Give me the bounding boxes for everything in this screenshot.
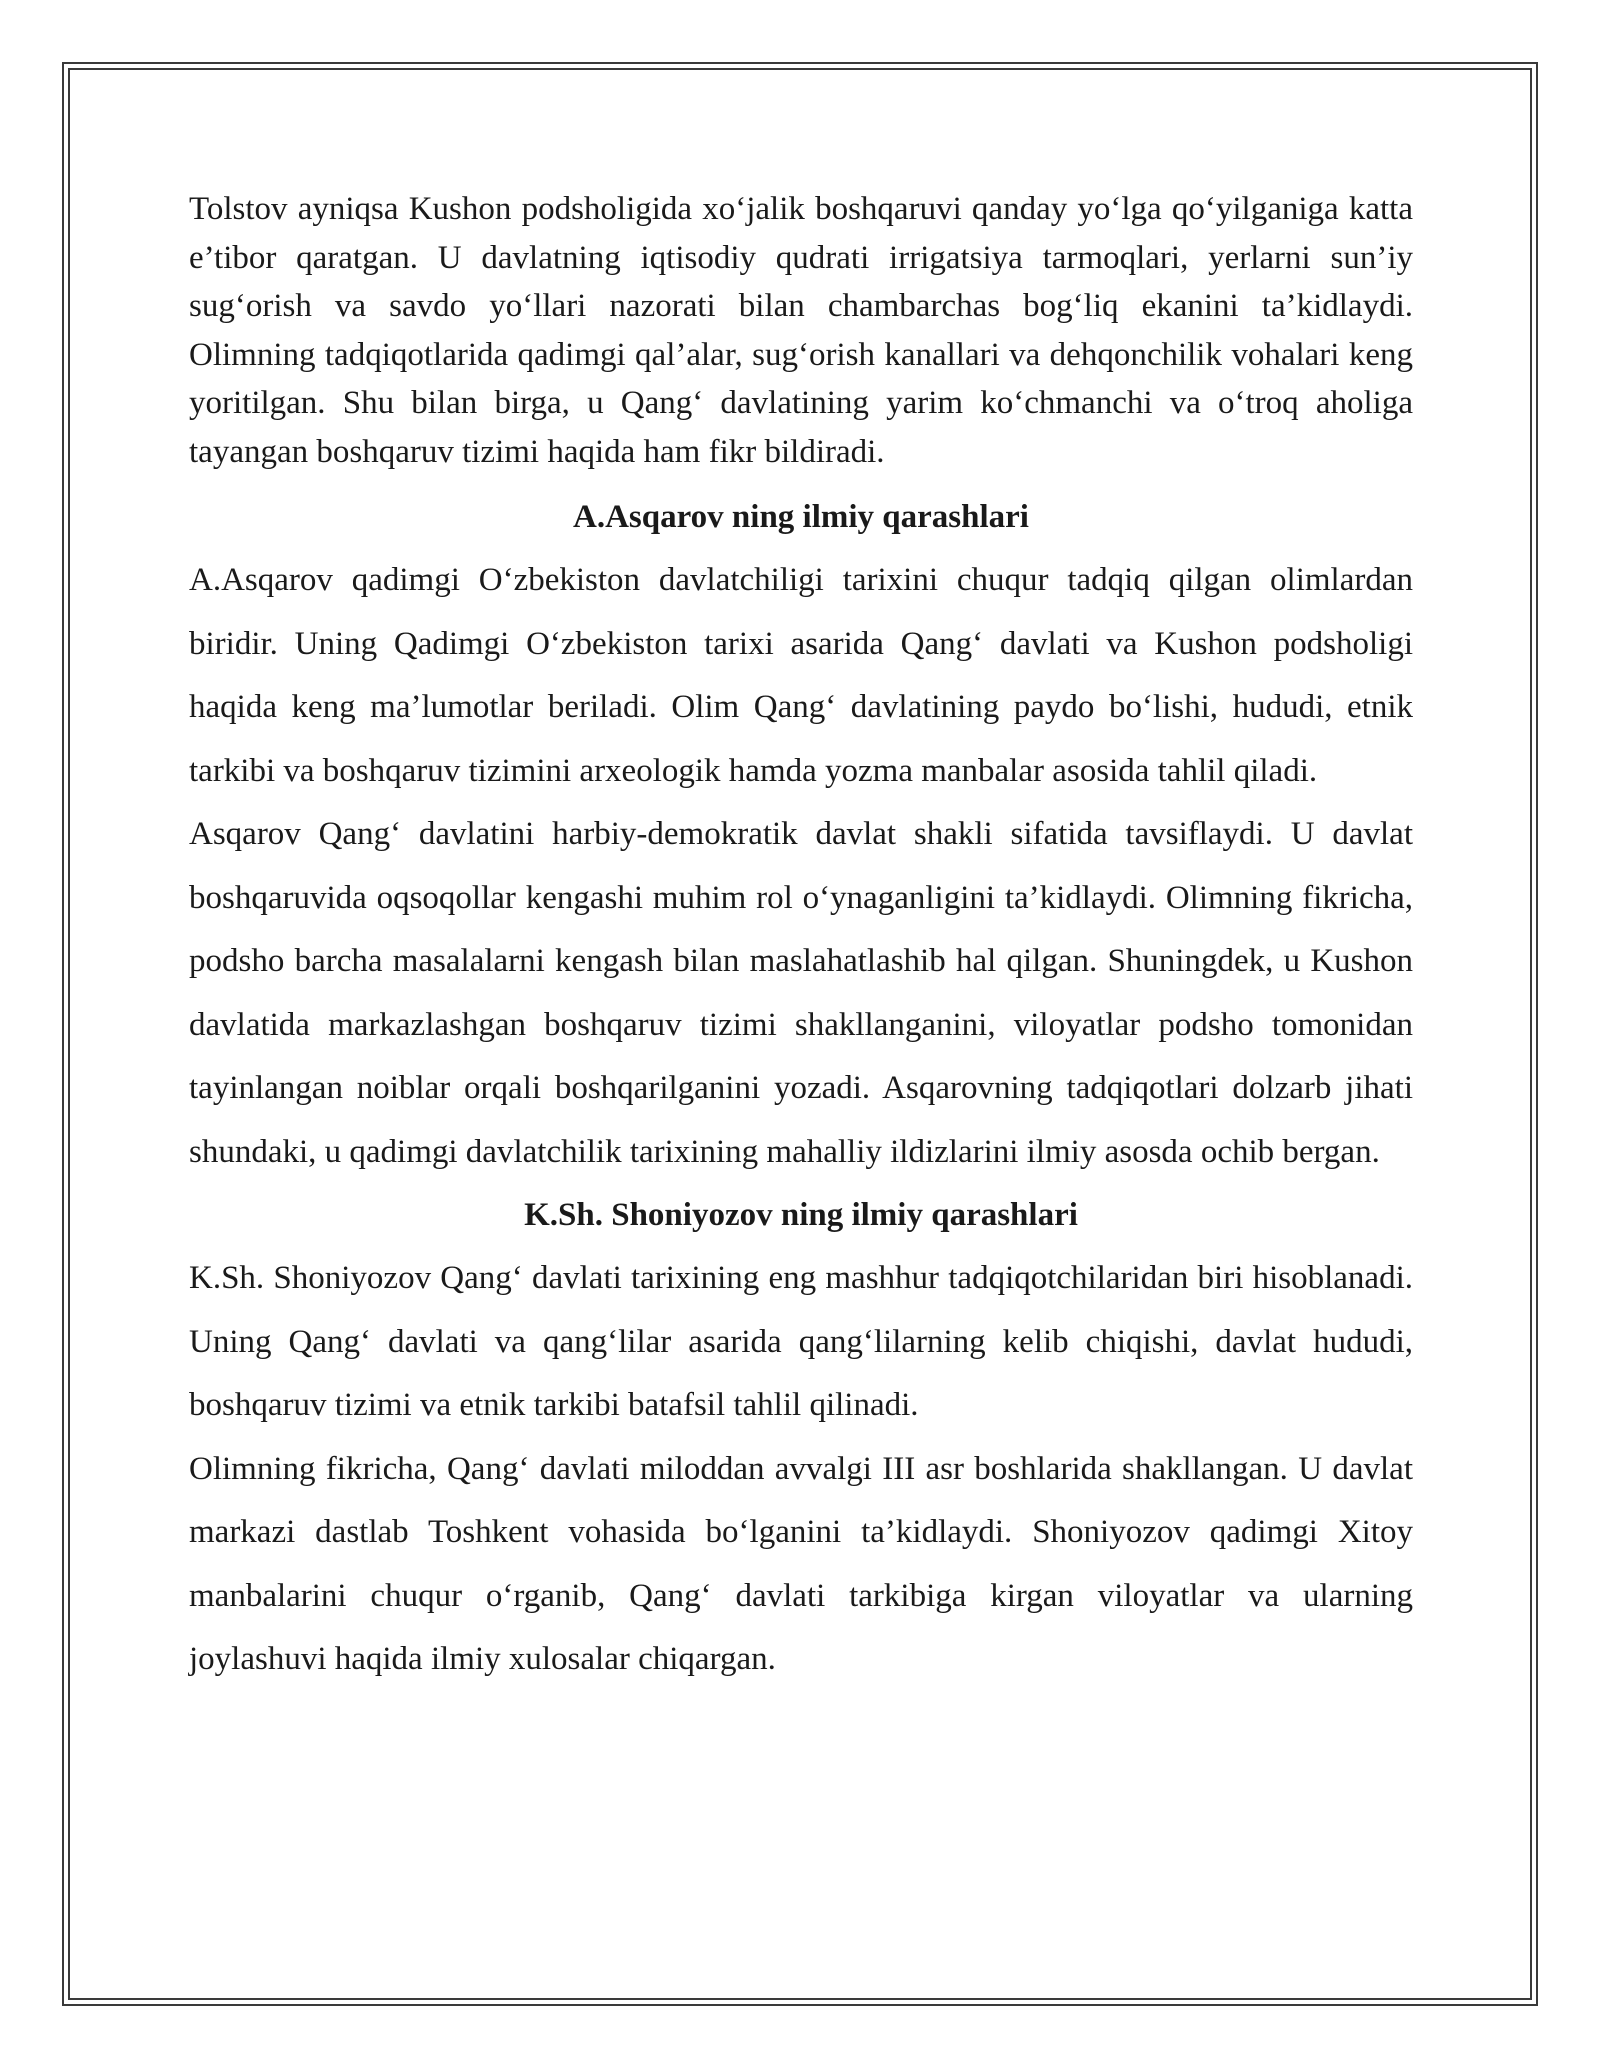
intro-paragraph: Tolstov ayniqsa Kushon podsholigida xo‘jalik boshqaruvi qanday yo‘lga qo‘yilganiga katta e’tibor qaratgan. U davlatning iqtisodiy qudrati irrigatsiya tarmoqlari, yerlarni sun’iy sug‘orish va savdo yo‘llari nazorati bilan chambarchas bog‘liq ekanini ta’kidlaydi. Olimning tadqiqotlarida qadimgi qal’alar, sug‘orish kanallari va dehqonchilik vohalari keng yoritilgan. Shu bilan birga, u Qang‘ davlatining yarim ko‘chmanchi va o‘troq aholiga tayangan boshqaruv tizimi haqida ham fikr bildiradi.: [189, 191, 1413, 470]
asqarov-paragraph-1: A.Asqarov qadimgi O‘zbekiston davlatchiligi tarixini chuqur tadqiq qilgan olimlardan biridir. Uning Qadimgi O‘zbekiston tarixi asarida Qang‘ davlati va Kushon podsholigi haqida keng ma’lumotlar beriladi. Olim Qang‘ davlatining paydo bo‘lishi, hududi, etnik tarkibi va boshqaruv tizimini arxeologik hamda yozma manbalar asosida tahlil qiladi.: [189, 562, 1413, 789]
section-heading-shoniyozov: K.Sh. Shoniyozov ning ilmiy qarashlari: [524, 1197, 1078, 1233]
section-heading-asqarov: A.Asqarov ning ilmiy qarashlari: [573, 499, 1029, 535]
shoniyozov-paragraph-2: Olimning fikricha, Qang‘ davlati miloddan avvalgi III asr boshlarida shakllangan. U davlat markazi dastlab Toshkent vohasida bo‘lganini ta’kidlaydi. Shoniyozov qadimgi Xitoy manbalarini chuqur o‘rganib, Qang‘ davlati tarkibiga kirgan viloyatlar va ularning joylashuvi haqida ilmiy xulosalar chiqargan.: [189, 1450, 1413, 1677]
asqarov-paragraph-2: Asqarov Qang‘ davlatini harbiy-demokratik davlat shakli sifatida tavsiflaydi. U davlat boshqaruvida oqsoqollar kengashi muhim rol o‘ynaganligini ta’kidlaydi. Olimning fikricha, podsho barcha masalalarni kengash bilan maslahatlashib hal qilgan. Shuningdek, u Kushon davlatida markazlashgan boshqaruv tizimi shakllanganini, viloyatlar podsho tomonidan tayinlangan noiblar orqali boshqarilganini yozadi. Asqarovning tadqiqotlari dolzarb jihati shundaki, u qadimgi davlatchilik tarixining mahalliy ildizlarini ilmiy asosda ochib bergan.: [189, 816, 1413, 1170]
page-content: [189, 185, 1413, 1692]
shoniyozov-paragraph-1: K.Sh. Shoniyozov Qang‘ davlati tarixining eng mashhur tadqiqotchilaridan biri hisoblanadi. Uning Qang‘ davlati va qang‘lilar asarida qang‘lilarning kelib chiqishi, davlat hududi, boshqaruv tizimi va etnik tarkibi batafsil tahlil qilinadi.: [189, 1260, 1413, 1423]
